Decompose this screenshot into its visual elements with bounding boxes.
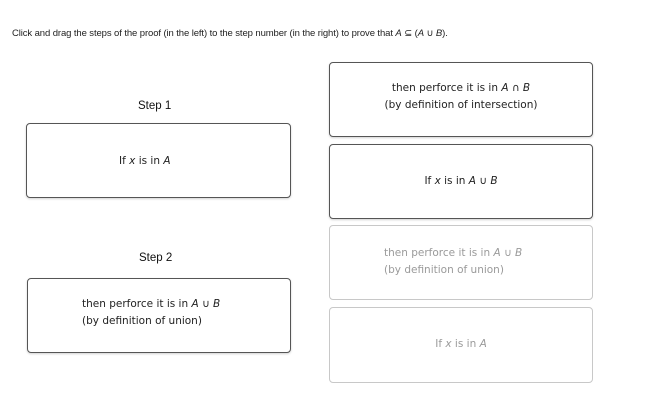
- card-intersection-line-1: then perforce it is in A ∩ B: [391, 82, 531, 94]
- draggable-card-if-x-in-union[interactable]: [329, 144, 593, 219]
- card-if-x-in-a-faded-text: If x is in A: [435, 338, 487, 350]
- step-2-content-line-2[interactable]: (by definition of union): [82, 315, 202, 327]
- step-1-content[interactable]: If x is in A: [119, 155, 171, 167]
- card-union-faded-line-1: then perforce it is in A ∪ B: [384, 247, 523, 259]
- draggable-card-intersection[interactable]: [329, 62, 593, 137]
- instructions-text: Click and drag the steps of the proof (in the left) to the step number (in the right) to prove that A ⊆ (A ∪ B).: [12, 28, 448, 39]
- step-2-label: Step 2: [139, 252, 173, 264]
- step-2-drop-zone[interactable]: [27, 278, 291, 353]
- step-1-drop-zone[interactable]: [26, 123, 291, 198]
- card-union-faded-line-2: (by definition of union): [384, 264, 504, 276]
- placed-card-placeholder-if-x-in-a: [329, 307, 593, 383]
- step-2-content-line-1[interactable]: then perforce it is in A ∪ B: [82, 298, 221, 310]
- step-1-label: Step 1: [138, 100, 172, 112]
- placed-card-placeholder-union: [329, 225, 593, 300]
- card-if-x-in-union-text: If x is in A ∪ B: [424, 175, 498, 187]
- card-intersection-line-2: (by definition of intersection): [384, 99, 538, 111]
